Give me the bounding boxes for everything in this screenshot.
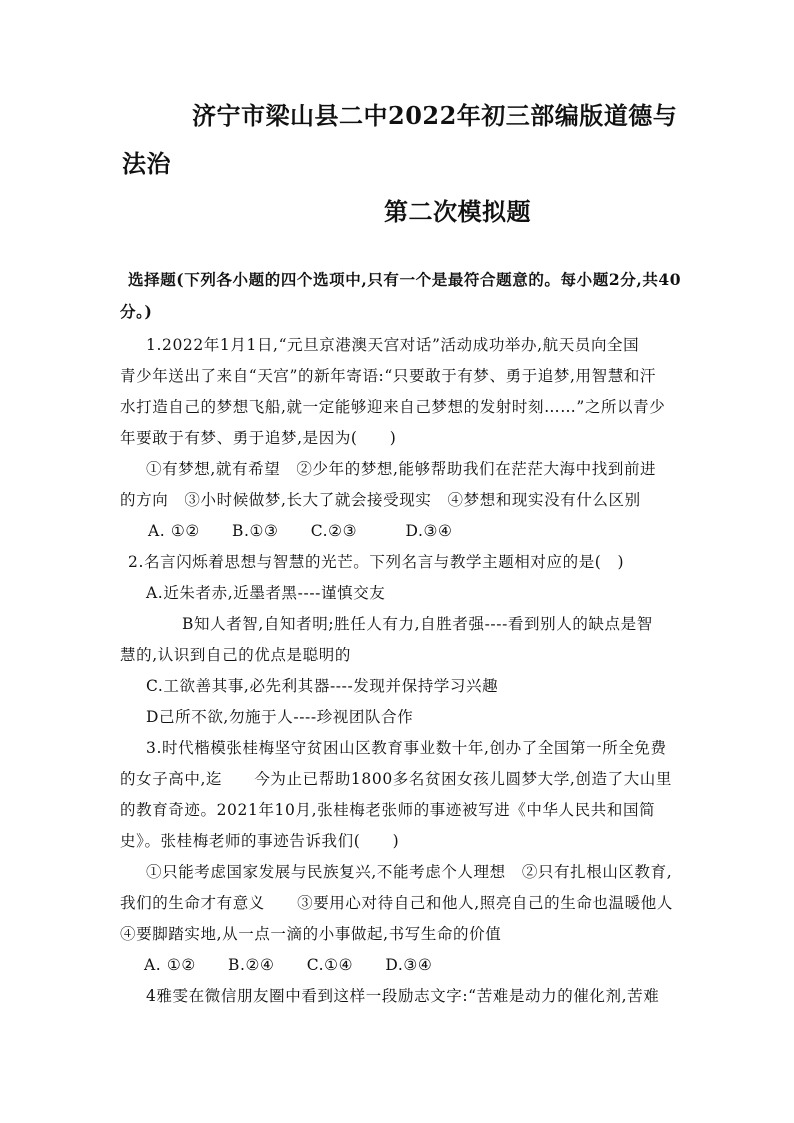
q2-stem: 2.名言闪烁着思想与智慧的光芒。下列名言与教学主题相对应的是( ) [128,553,625,571]
q2-option-c: C.工欲善其事,必先利其器----发现并保持学习兴趣 [146,677,499,695]
q1-statements-line-1: ①有梦想,就有希望 ②少年的梦想,能够帮助我们在茫茫大海中找到前进 [146,460,657,478]
q3-statements-line-2: 我们的生命才有意义 ③要用心对待自己和他人,照亮自己的生命也温暖他人 [120,894,673,912]
q1-options: A. ①② B.①③ C.②③ D.③④ [148,522,453,540]
q2-option-d: D己所不欲,勿施于人----珍视团队合作 [146,708,414,726]
q4-stem-line-1: 4雅雯在微信朋友圈中看到这样一段励志文字:“苦难是动力的催化剂,苦难 [146,987,660,1005]
q1-stem-line-2: 青少年送出了来自“天宫”的新年寄语:“只要敢于有梦、勇于追梦,用智慧和汗 [120,367,657,385]
page-title-line-2: 法治 [122,149,171,178]
q1-stem-line-4: 年要敢于有梦、勇于追梦,是因为( ) [120,429,397,447]
q2-option-b-line-2: 慧的,认识到自己的优点是聪明的 [120,646,351,664]
q3-statements-line-1: ①只能考虑国家发展与民族复兴,不能考虑个人理想 ②只有扎根山区教育, [146,863,673,881]
q2-option-b-line-1: B知人者智,自知者明;胜任人有力,自胜者强----看到别人的缺点是智 [182,615,653,633]
q1-statements-line-2: 的方向 ③小时候做梦,长大了就会接受现实 ④梦想和现实没有什么区别 [120,491,641,509]
q3-stem-line-1: 3.时代楷模张桂梅坚守贫困山区教育事业数十年,创办了全国第一所全免费 [146,739,667,757]
q3-options: A. ①② B.②④ C.①④ D.③④ [144,956,433,974]
q3-stem-line-2: 的女子高中,迄 今为止已帮助1800多名贫困女孩儿圆梦大学,创造了大山里 [120,770,673,788]
section-heading-line-2: 分。) [120,302,153,321]
q3-stem-line-3: 的教育奇迹。2021年10月,张桂梅老张师的事迹被写进《中华人民共和国简 [120,801,656,819]
q1-stem-line-1: 1.2022年1月1日,“元旦京港澳天宫对话”活动成功举办,航天员向全国 [146,336,640,354]
q1-stem-line-3: 水打造自己的梦想飞船,就一定能够迎来自己梦想的发射时刻……”之所以青少 [120,398,666,416]
page-title-line-1: 济宁市梁山县二中2022年初三部编版道德与 [192,101,678,130]
q3-stem-line-4: 史》。张桂梅老师的事迹告诉我们( ) [120,832,400,850]
q3-statements-line-3: ④要脚踏实地,从一点一滴的小事做起,书写生命的价值 [120,925,502,943]
q2-option-a: A.近朱者赤,近墨者黑----谨慎交友 [146,584,386,602]
section-heading-line-1: 选择题(下列各小题的四个选项中,只有一个是最符合题意的。每小题2分,共40 [128,270,682,289]
page-subtitle: 第二次模拟题 [384,197,531,226]
